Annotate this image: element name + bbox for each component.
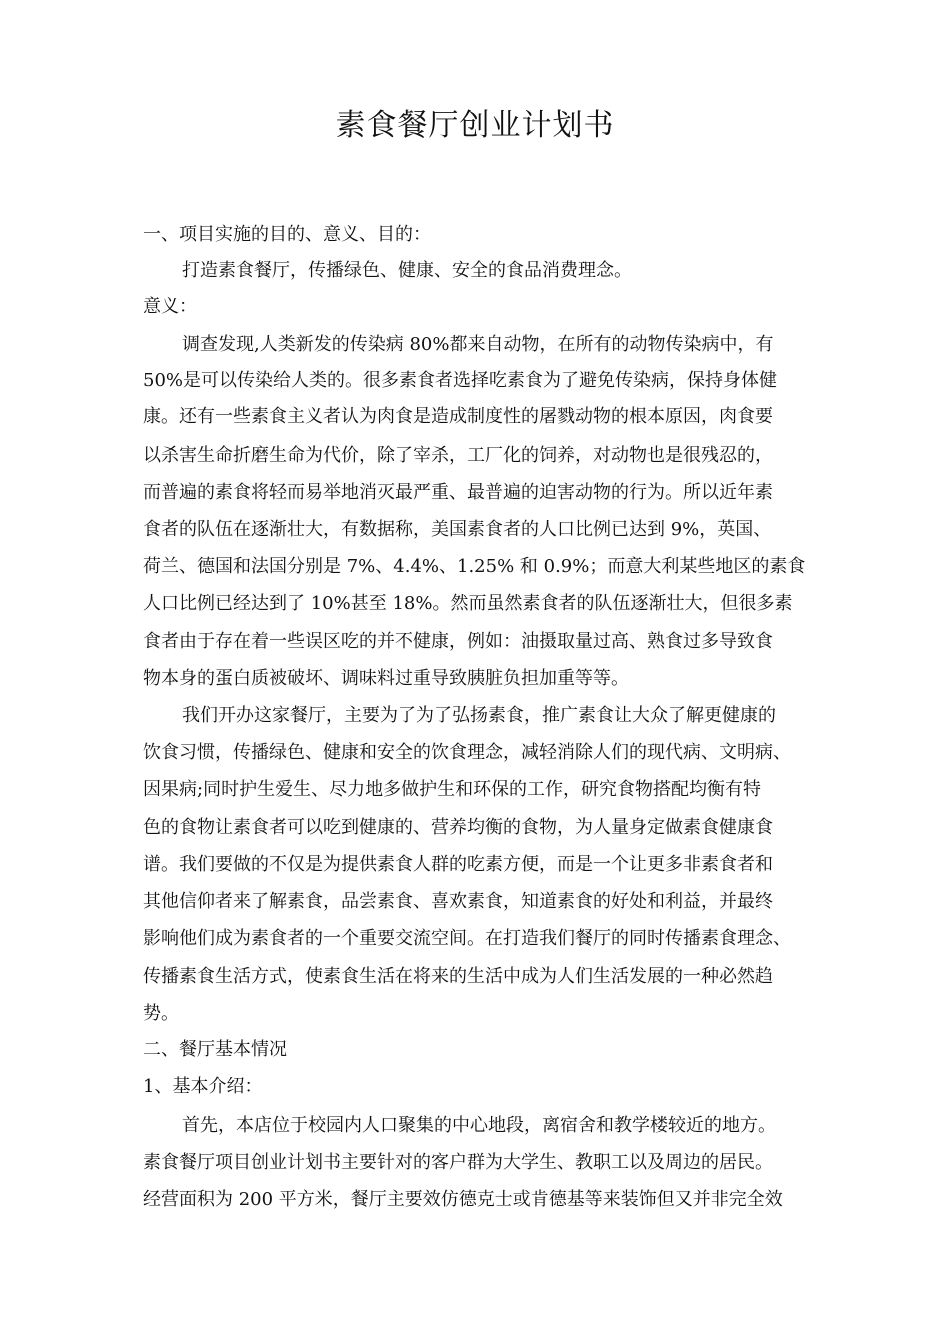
paragraph-line: 调查发现,人类新发的传染病 80%都来自动物，在所有的动物传染病中，有: [182, 334, 774, 355]
paragraph-line: 物本身的蛋白质被破坏、调味料过重导致胰脏负担加重等等。: [143, 668, 629, 689]
paragraph-line: 经营面积为 200 平方米，餐厅主要效仿德克士或肯德基等来装饰但又并非完全效: [143, 1189, 783, 1210]
paragraph-line: 人口比例已经达到了 10%甚至 18%。然而虽然素食者的队伍逐渐壮大，但很多素: [143, 593, 793, 614]
paragraph-line: 传播素食生活方式，使素食生活在将来的生活中成为人们生活发展的一种必然趋: [143, 966, 773, 987]
paragraph-line: 康。还有一些素食主义者认为肉食是造成制度性的屠戮动物的根本原因，肉食要: [143, 406, 773, 427]
paragraph-line: 首先，本店位于校园内人口聚集的中心地段，离宿舍和教学楼较近的地方。: [182, 1115, 776, 1136]
paragraph-line: 我们开办这家餐厅，主要为了为了弘扬素食，推广素食让大众了解更健康的: [182, 705, 776, 726]
paragraph-line: 而普遍的素食将轻而易举地消灭最严重、最普遍的迫害动物的行为。所以近年素: [143, 482, 773, 503]
paragraph-line: 食者的队伍在逐渐壮大，有数据称，美国素食者的人口比例已达到 9%，英国、: [143, 519, 772, 540]
paragraph-line: 色的食物让素食者可以吃到健康的、营养均衡的食物，为人量身定做素食健康食: [143, 817, 773, 838]
paragraph-line: 50%是可以传染给人类的。很多素食者选择吃素食为了避免传染病，保持身体健: [143, 370, 778, 391]
paragraph-line: 影响他们成为素食者的一个重要交流空间。在打造我们餐厅的同时传播素食理念、: [143, 928, 791, 949]
paragraph-line: 以杀害生命折磨生命为代价，除了宰杀，工厂化的饲养，对动物也是很残忍的，: [143, 445, 773, 466]
paragraph-line: 势。: [143, 1003, 179, 1024]
subheading: 意义：: [143, 296, 197, 317]
paragraph-line: 食者由于存在着一些误区吃的并不健康，例如：油摄取量过高、熟食过多导致食: [143, 631, 773, 652]
paragraph-line: 荷兰、德国和法国分别是 7%、4.4%、1.25% 和 0.9%；而意大利某些地区的素食: [143, 556, 806, 577]
paragraph-line: 其他信仰者来了解素食，品尝素食、喜欢素食，知道素食的好处和利益，并最终: [143, 891, 773, 912]
paragraph-line: 素食餐厅项目创业计划书主要针对的客户群为大学生、教职工以及周边的居民。: [143, 1152, 773, 1173]
paragraph-line: 打造素食餐厅，传播绿色、健康、安全的食品消费理念。: [182, 260, 632, 281]
subheading: 1、基本介绍：: [143, 1076, 263, 1097]
paragraph-line: 因果病;同时护生爱生、尽力地多做护生和环保的工作，研究食物搭配均衡有特: [143, 779, 762, 800]
document-title: 素食餐厅创业计划书: [335, 108, 615, 143]
section-heading: 二、餐厅基本情况: [143, 1039, 287, 1060]
paragraph-line: 饮食习惯，传播绿色、健康和安全的饮食理念，减轻消除人们的现代病、文明病、: [143, 742, 791, 763]
section-heading: 一、项目实施的目的、意义、目的：: [143, 224, 431, 245]
paragraph-line: 谱。我们要做的不仅是为提供素食人群的吃素方便，而是一个让更多非素食者和: [143, 854, 773, 875]
